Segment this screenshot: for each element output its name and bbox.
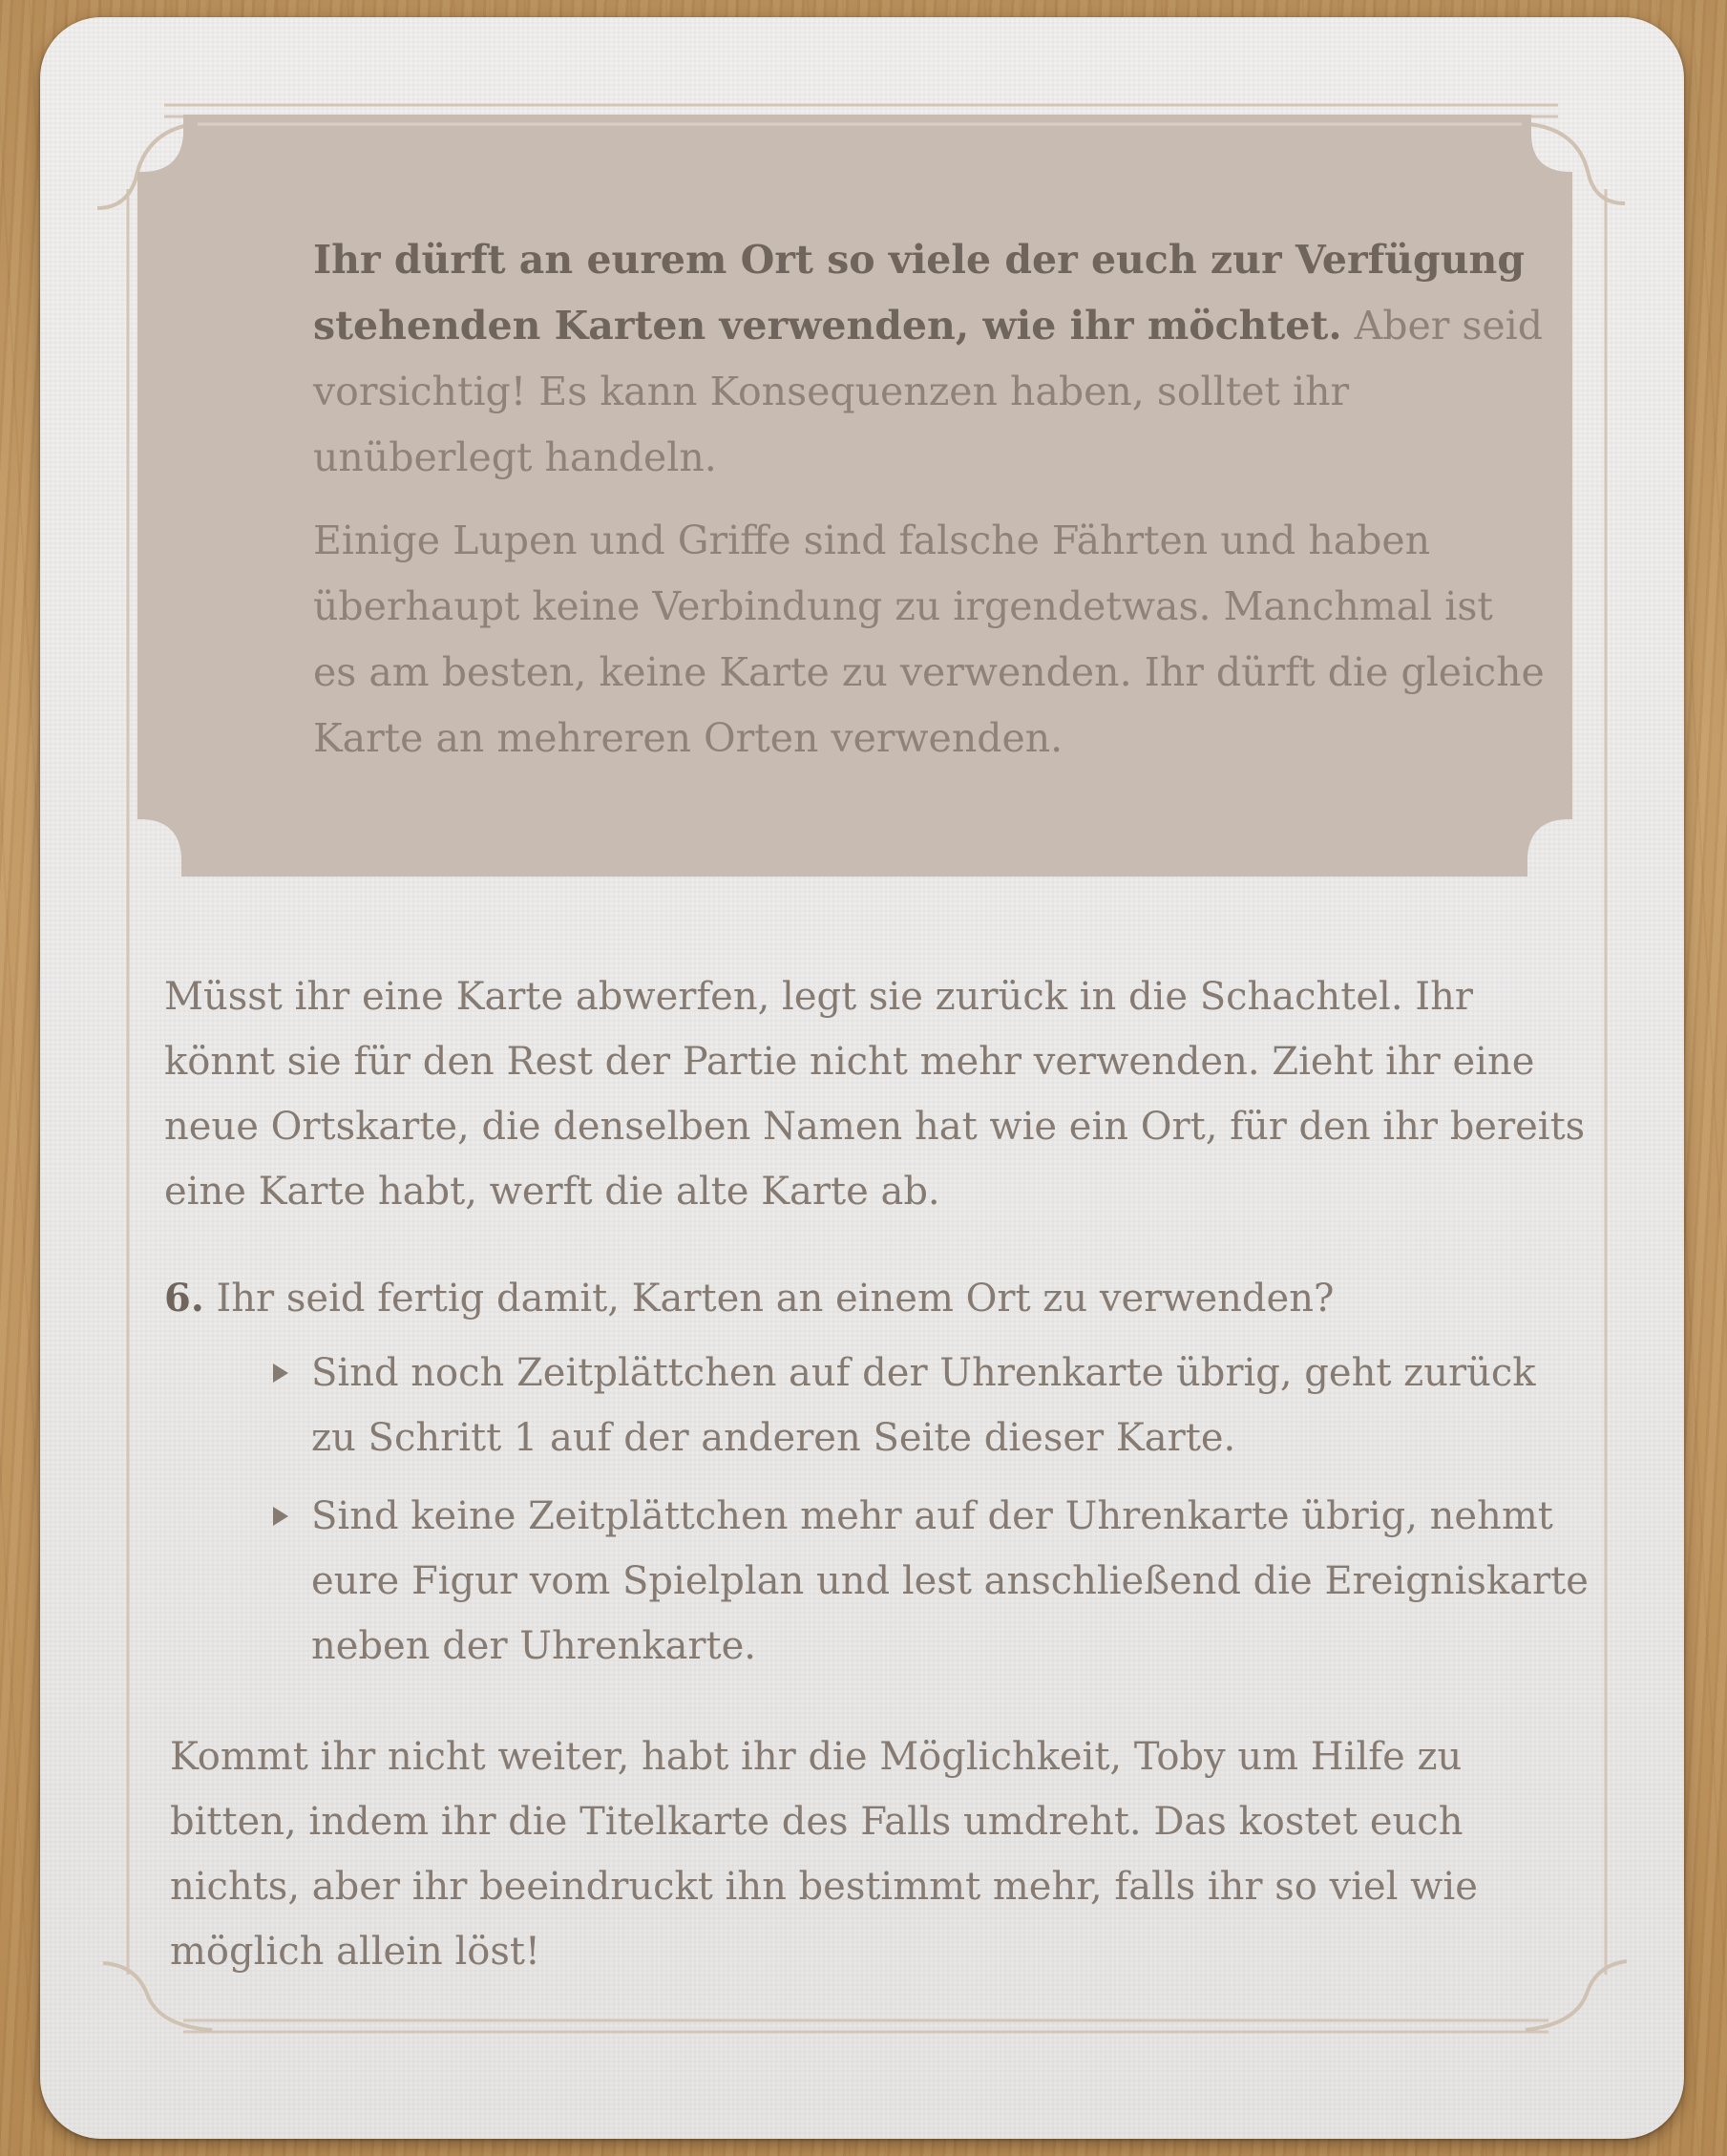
triangle-bullet-icon — [273, 1507, 288, 1526]
step-six — [164, 1266, 1596, 1331]
triangle-bullet-icon — [273, 1363, 288, 1383]
discard-paragraph — [164, 964, 1587, 1224]
rule-card — [40, 17, 1684, 2139]
help-paragraph — [170, 1724, 1592, 1984]
panel-paragraph-2: Einige Lupen und Griffe sind falsche Fährten und haben überhaupt keine Verbindung zu irgendetwas. Manchmal ist es am besten, keine Karte zu verwenden. Ihr dürft die gleiche Karte an mehreren Orten verwenden. — [313, 518, 1545, 761]
list-item — [273, 1341, 1590, 1470]
panel-bold-text: Ihr dürft an eurem Ort so viele der euch zur Verfügung stehenden Karten verwenden, wie ihr möchtet. — [313, 237, 1525, 349]
step-bullet-list — [273, 1341, 1590, 1692]
help-text: Kommt ihr nicht weiter, habt ihr die Möglichkeit, Toby um Hilfe zu bitten, indem ihr die Titelkarte des Falls umdreht. Das kostet euch nichts, aber ihr beeindruckt ihn bestimmt mehr, falls ihr so viel wie möglich allein löst! — [170, 1735, 1478, 1974]
step-number: 6. — [164, 1276, 204, 1321]
discard-text: Müsst ihr eine Karte abwerfen, legt sie zurück in die Schachtel. Ihr könnt sie für den Rest der Partie nicht mehr verwenden. Zieht ihr eine neue Ortskarte, die denselben Namen hat wie ein Ort, für den ihr bereits eine Karte habt, werft die alte Karte ab. — [164, 975, 1586, 1214]
panel-paragraph-1 — [313, 227, 1545, 491]
panel-regular-text: Aber seid vorsichtig! Es kann Konsequenzen haben, solltet ihr unüberlegt handeln. — [313, 303, 1544, 480]
list-item — [273, 1484, 1590, 1679]
bullet-text: Sind noch Zeitplättchen auf der Uhrenkarte übrig, geht zurück zu Schritt 1 auf der anderen Seite dieser Karte. — [311, 1351, 1536, 1460]
panel-text — [313, 227, 1545, 772]
bullet-text: Sind keine Zeitplättchen mehr auf der Uhrenkarte übrig, nehmt eure Figur vom Spielplan und lest anschließend die Ereigniskarte neben der Uhrenkarte. — [311, 1494, 1589, 1668]
step-text: Ihr seid fertig damit, Karten an einem Ort zu verwenden? — [203, 1277, 1335, 1321]
